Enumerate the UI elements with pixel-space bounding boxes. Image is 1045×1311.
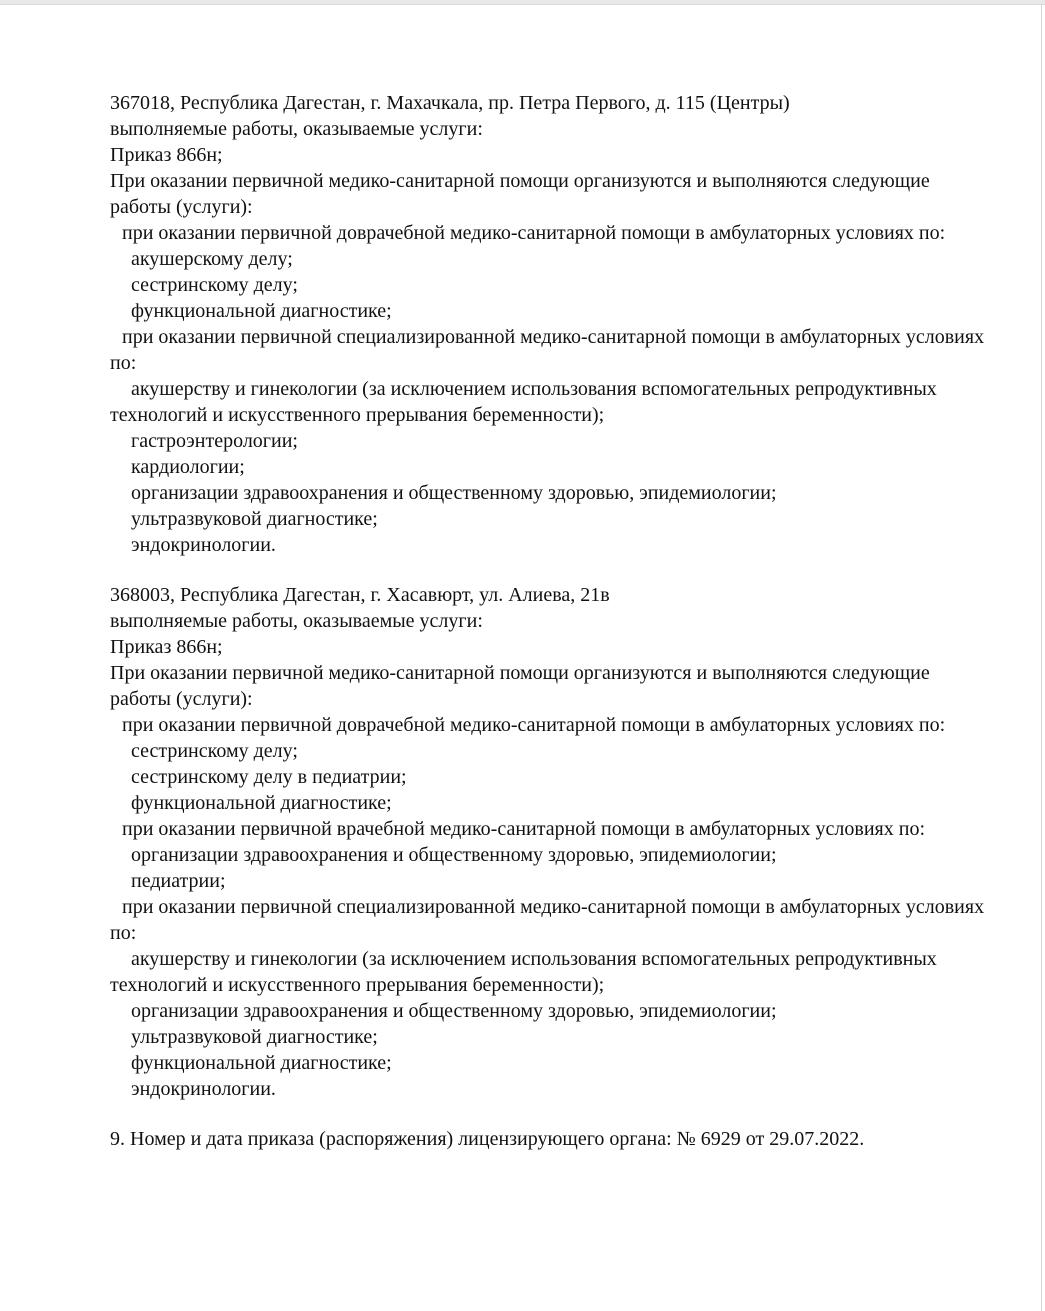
- section-location-368003: [110, 582, 992, 1102]
- paragraph: педиатрии;: [131, 870, 226, 892]
- paragraph: акушерству и гинекологии (за исключением использования вспомогательных репродуктивных технологий и искусственного прерывания беременности);: [110, 948, 937, 996]
- paragraph: функциональной диагностике;: [131, 300, 392, 322]
- section-order-info: [110, 1126, 992, 1152]
- paragraph: 367018, Республика Дагестан, г. Махачкала, пр. Петра Первого, д. 115 (Центры): [110, 92, 790, 114]
- paragraph: ультразвуковой диагностике;: [131, 1026, 378, 1048]
- paragraph: акушерскому делу;: [131, 248, 293, 270]
- paragraph: 9. Номер и дата приказа (распоряжения) лицензирующего органа: № 6929 от 29.07.2022.: [110, 1128, 865, 1150]
- paragraph: организации здравоохранения и общественному здоровью, эпидемиологии;: [131, 844, 777, 866]
- paragraph: При оказании первичной медико-санитарной помощи организуются и выполняются следующие работы (услуги):: [110, 170, 930, 218]
- paragraph: эндокринологии.: [131, 1078, 276, 1100]
- page-right-edge: [1041, 5, 1043, 1311]
- paragraph: кардиологии;: [131, 456, 245, 478]
- paragraph: при оказании первичной специализированной медико-санитарной помощи в амбулаторных условиях по:: [110, 896, 985, 944]
- paragraph: при оказании первичной специализированной медико-санитарной помощи в амбулаторных условиях по:: [110, 326, 985, 374]
- paragraph: при оказании первичной доврачебной медико-санитарной помощи в амбулаторных условиях по:: [122, 714, 946, 736]
- paragraph: организации здравоохранения и общественному здоровью, эпидемиологии;: [131, 482, 777, 504]
- paragraph: сестринскому делу;: [131, 740, 298, 762]
- paragraph: 368003, Республика Дагестан, г. Хасавюрт, ул. Алиева, 21в: [110, 584, 610, 606]
- paragraph: эндокринологии.: [131, 534, 276, 556]
- paragraph: сестринскому делу в педиатрии;: [131, 766, 407, 788]
- paragraph: акушерству и гинекологии (за исключением использования вспомогательных репродуктивных технологий и искусственного прерывания беременности);: [110, 378, 937, 426]
- page-top-edge: [0, 0, 1045, 5]
- paragraph: при оказании первичной врачебной медико-санитарной помощи в амбулаторных условиях по:: [122, 818, 926, 840]
- paragraph: Приказ 866н;: [110, 144, 223, 166]
- paragraph: сестринскому делу;: [131, 274, 298, 296]
- paragraph: функциональной диагностике;: [131, 792, 392, 814]
- paragraph: ультразвуковой диагностике;: [131, 508, 378, 530]
- paragraph: Приказ 866н;: [110, 636, 223, 658]
- paragraph: при оказании первичной доврачебной медико-санитарной помощи в амбулаторных условиях по:: [122, 222, 946, 244]
- text-content: [110, 90, 992, 1152]
- paragraph: функциональной диагностике;: [131, 1052, 392, 1074]
- paragraph: выполняемые работы, оказываемые услуги:: [110, 610, 483, 632]
- paragraph: организации здравоохранения и общественному здоровью, эпидемиологии;: [131, 1000, 777, 1022]
- paragraph: При оказании первичной медико-санитарной помощи организуются и выполняются следующие работы (услуги):: [110, 662, 930, 710]
- paragraph: выполняемые работы, оказываемые услуги:: [110, 118, 483, 140]
- section-location-367018: [110, 90, 992, 558]
- paragraph: гастроэнтерологии;: [131, 430, 298, 452]
